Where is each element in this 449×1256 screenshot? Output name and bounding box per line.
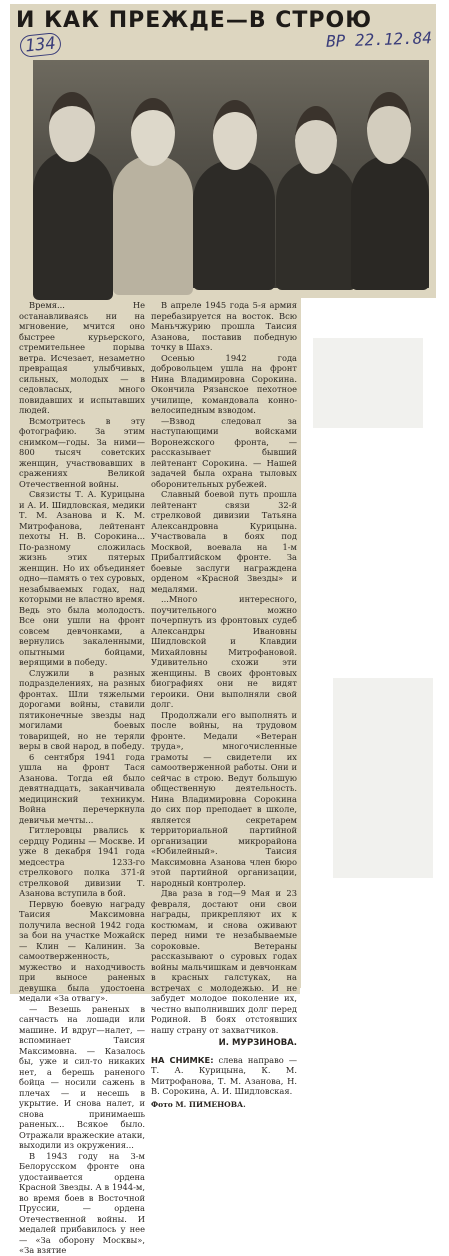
handwritten-date: ВР 22.12.84: [325, 28, 433, 51]
paragraph: Продолжали его выполнять и после войны, на трудовом фронте. Медали «Ветеран труда», многочисленные грамоты — свидетели их самоотверженной работы. Они и сейчас в строю. Ведут большую общественную деятельность. Нина Владимировна Сорокина до сих пор преподает в школе, является секретарем территориальной партийной организации микрорайона «Юбилейный». Таисия Максимовна Азанова член бюро этой партийной организации, народный контролер.: [151, 709, 297, 888]
paragraph: ...Много интересного, поучительного можно почерпнуть из фронтовых судеб Александры Ивановны Шидловской и Клавдии Михайловны Митрофановой. Удивительно схожи эти женщины. В своих фронтовых биографиях они не видят героики. Они выполняли свой долг.: [151, 594, 297, 709]
paragraph: — Везешь раненых в санчасть на лошади или машине. И вдруг—налет, — вспоминает Таисия Максимовна. — Казалось бы, уже и сил-то никаких нет, а берешь раненого бойца — носили сажень в плечах — и несешь в укрытие. И снова налет, и снова принимаешь раненых... Всякое было. Отражали вражеские атаки, выходили из окружения...: [19, 1003, 145, 1150]
paragraph: Два раза в год—9 Мая и 23 февраля, достают они свои награды, прикрепляют их к костюмам, и снова оживают перед ними те незабываемые сороковые. Ветераны рассказывают о суровых годах войны мальчишкам и девчонкам в красных галстуках, на встречах с молодежью. И не забудет молодое поколение их, честно выполнивших долг перед Родиной. В боях отстоявших нашу страну от захватчиков.: [151, 888, 297, 1035]
paragraph: Гитлеровцы рвались к сердцу Родины — Москве. И уже 8 декабря 1941 года медсестра 1233-го стрелкового полка 371-й стрелковой дивизии Т. Азанова вступила в бой.: [19, 825, 145, 898]
paragraph: Первую боевую награду Таисия Максимовна получила весной 1942 года за бои на участке Можайск — Клин — Калинин. За самоотверженность, мужество и находчивость при выносе раненых девушка была удостоена медали «За отвагу».: [19, 898, 145, 1003]
paragraph: Всмотритесь в эту фотографию. За этим снимком—годы. За ними—800 тысяч советских женщин, участвовавших в сражениях Великой Отечественной войны.: [19, 415, 145, 489]
faded-background: [303, 298, 443, 998]
photo-caption: [151, 1055, 297, 1097]
caption-label: НА СНИМКЕ:: [151, 1054, 214, 1065]
paragraph: 6 сентября 1941 года ушла на фронт Тася Азанова. Тогда ей было девятнадцать, заканчивала медицинский техникум. Война перечеркнула девичьи мечты...: [19, 751, 145, 825]
headline: И КАК ПРЕЖДЕ—В СТРОЮ: [16, 8, 373, 33]
paragraph: В апреле 1945 года 5-я армия перебазируется на восток. Всю Маньчжурию прошла Таисия Азанова, поставив победную точку в Шахэ.: [151, 300, 297, 352]
paragraph: В 1943 году на 3-м Белорусском фронте она удостаивается ордена Красной Звезды. А в 1944-м, во время боев в Восточной Пруссии, — ордена Отечественной войны. И медалей прибавилось у нее — «За оборону Москвы», «За взятие: [19, 1150, 145, 1255]
author-signature: И. МУРЗИНОВА.: [218, 1038, 297, 1048]
photo-credit: Фото М. ПИМЕНОВА.: [151, 1099, 246, 1109]
paragraph: Славный боевой путь прошла лейтенант связи 32-й стрелковой дивизии Татьяна Александровна Курицына. Участвовала в боях под Москвой, воевала на 1-м Прибалтийском фронте. За боевые заслуги награждена орденом «Красной Звезды» и медалями.: [151, 489, 297, 594]
paragraph: Осенью 1942 года добровольцем ушла на фронт Нина Владимировна Сорокина. Окончила Рязанское пехотное училище, командовала конно-велосипедным взводом.: [151, 352, 297, 415]
article-right-column: [151, 300, 298, 1109]
paragraph: Время... Не останавливаясь ни на мгновение, мчится оно быстрее курьерского, стремительнее порыва ветра. Исчезает, незаметно превращая улыбчивых, сильных, молодых — в седовласых, много повидавших и испытавших людей.: [19, 300, 145, 415]
handwritten-number: 134: [19, 32, 62, 58]
paragraph: Связисты Т. А. Курицына и А. И. Шидловская, медики Т. М. Азанова и К. М. Митрофанова, лейтенант пехоты Н. В. Сорокина... По-разному сложилась жизнь этих пятерых женщин. Но их объединяет одно—память о тех суровых, незабываемых годах, над которыми не властно время. Ведь это была молодость. Все они ушли на фронт совсем девчонками, а вернулись закаленными, опытными бойцами, верящими в победу.: [19, 489, 145, 667]
group-photo: [33, 60, 429, 288]
article-left-column: [19, 300, 145, 1255]
paragraph: Служили в разных подразделениях, на разных фронтах. Шли тяжелыми дорогами войны, ставили пятиконечные звезды над могилами боевых товарищей, но не теряли веры в свой народ, в победу.: [19, 667, 145, 751]
paragraph: —Взвод следовал за наступающими войсками Воронежского фронта, — рассказывает бывший лейтенант Сорокина. — Нашей задачей была охрана тыловых оборонительных рубежей.: [151, 415, 297, 489]
caption-text: слева направо — Т. А. Курицына, К. М. Митрофанова, Т. М. Азанова, Н. В. Сорокина, А. И. Шидловская.: [151, 1054, 298, 1096]
